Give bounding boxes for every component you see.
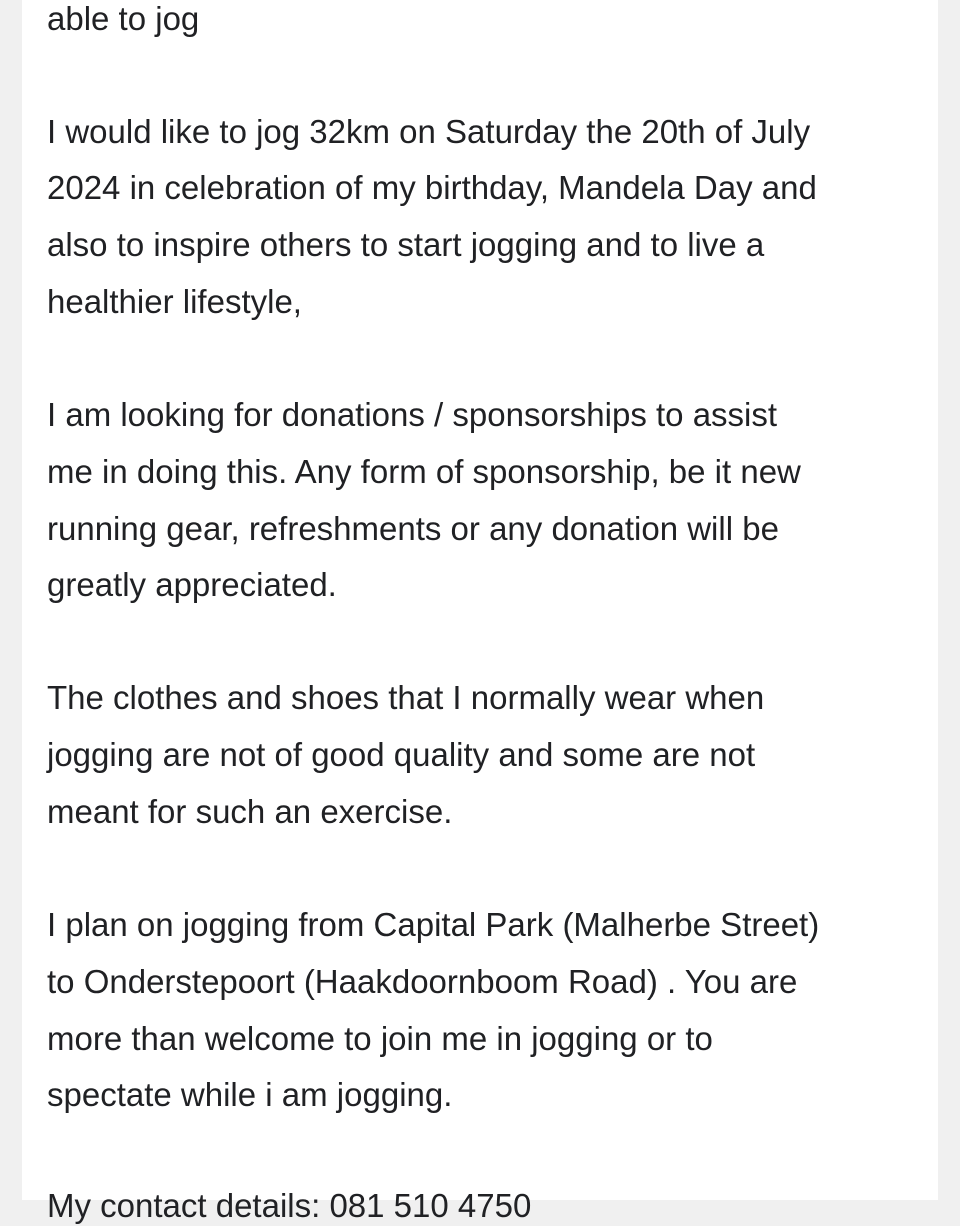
message-line: greatly appreciated.	[47, 566, 337, 603]
message-line: I would like to jog 32km on Saturday the 20th of July	[47, 113, 811, 150]
contact-details-line: My contact details: 081 510 4750	[47, 1187, 532, 1224]
message-line: meant for such an exercise.	[47, 793, 453, 830]
message-line: I plan on jogging from Capital Park (Malherbe Street)	[47, 906, 820, 943]
message-line: me in doing this. Any form of sponsorship, be it new	[47, 453, 801, 490]
message-card	[22, 0, 938, 1224]
message-line: The clothes and shoes that I normally wear when	[47, 679, 765, 716]
message-line: I am looking for donations / sponsorships to assist	[47, 396, 778, 433]
message-line: able to jog	[47, 0, 200, 37]
message-line: jogging are not of good quality and some are not	[47, 736, 756, 773]
message-line: also to inspire others to start jogging and to live a	[47, 226, 765, 263]
message-line: to Onderstepoort (Haakdoornboom Road) . You are	[47, 963, 798, 1000]
message-line: 2024 in celebration of my birthday, Mandela Day and	[47, 169, 817, 206]
message-line: healthier lifestyle,	[47, 283, 302, 320]
message-line: more than welcome to join me in jogging or to	[47, 1020, 713, 1057]
message-line: spectate while i am jogging.	[47, 1076, 453, 1113]
message-line: running gear, refreshments or any donation will be	[47, 510, 779, 547]
